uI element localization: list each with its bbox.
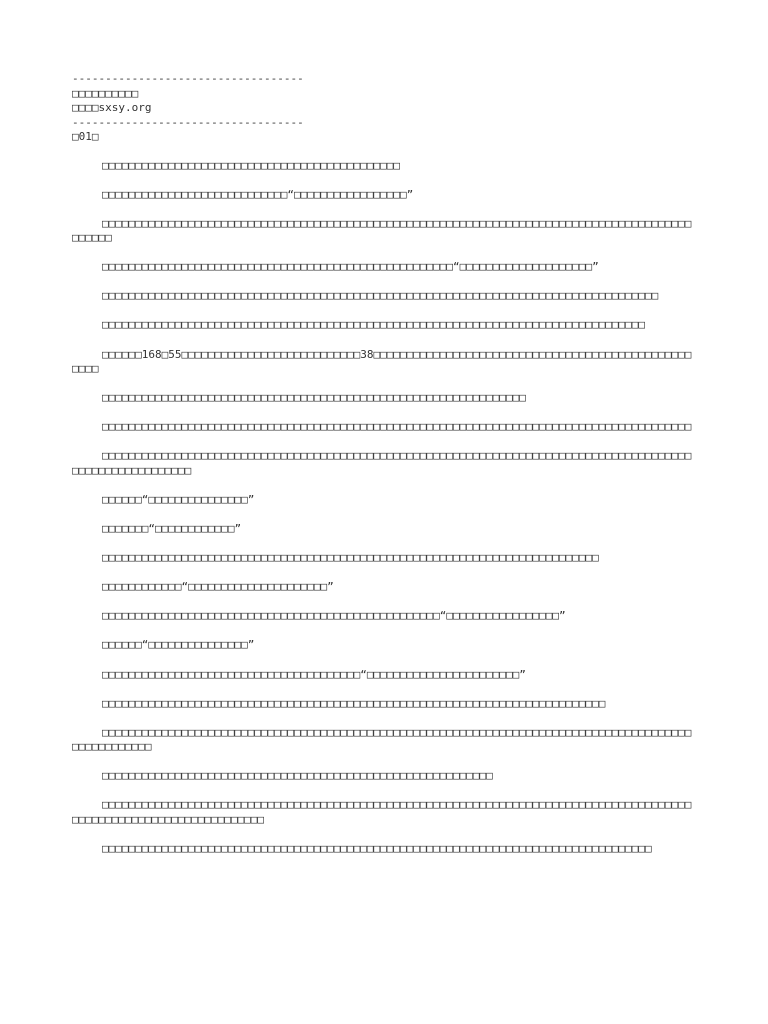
paragraph: □□□□□□168□55□□□□□□□□□□□□□□□□□□□□□□□□□□□38□□□□□□□□□□□□□□□□□□□□□□□□□□□□□□□□□□□□□□□□□□□□□□□□□□□□ bbox=[72, 347, 692, 376]
paragraph: □□□□□□□□□□□□□□□□□□□□□□□□□□□□□□□□□□□□□□□□□□□□□□□□□□□□□□□□□□□□□□□□□□□□□□□□□□□ bbox=[102, 551, 599, 565]
paragraph: □□□□□□□□□□□□□□□□□□□□□□□□□□□□□□□□□□□□□□□□□□□□□□□□□□□□□□□□□□□□□□□□□□□□□□□□□□□□□□□□□□□□□□□□□ bbox=[102, 420, 692, 434]
body-text bbox=[72, 159, 698, 857]
paragraph: □□□□□□□□□□□□□□□□□□□□□□□□□□□□“□□□□□□□□□□□□□□□□□” bbox=[102, 187, 414, 201]
paragraph: □□□□□□□□□□□□□□□□□□□□□□□□□□□□□□□□□□□□□□□□□□□□□□□□□□□□□□□□□□□□□□□□□□□□□□□□□□□□□□□□□□□□□□□□□□□□□□□□□□□□□□□□□□□□□□□□□□□□□□ bbox=[72, 798, 692, 826]
paragraph: □□□□□□□□□□□□□□□□□□□□□□□□□□□□□□□□□□□□□□□□□□□□□□□□□□□□□“□□□□□□□□□□□□□□□□□□□□” bbox=[102, 260, 599, 274]
paragraph: □□□□□□□□□□□□□□□□□□□□□□□□□□□□□□□□□□□□□□□□□□□□□□□□□□□“□□□□□□□□□□□□□□□□□” bbox=[102, 609, 566, 623]
paragraph: □□□□□□□□□□□□□□□□□□□□□□□□□□□□□□□□□□□□□□□□□□□□□□□□□□□□□□□□□□□□□□□□□□□□□□□□□□□□□□□□□□□□□□□□□□□□□□□□□□□□□□□□□□□ bbox=[72, 449, 692, 477]
paragraph: □□□□□□□□□□□□□□□□□□□□□□□□□□□□□□□□□□□□□□□□□□□□□□□□□□□□□□□□□□□ bbox=[102, 769, 493, 783]
paragraph: □□□□□□□□□□□□□□□□□□□□□□□□□□□□□□□□□□□□□□□□□□□□□ bbox=[102, 158, 401, 172]
header-source: □□□□sxsy.org bbox=[72, 101, 152, 114]
paragraph: □□□□□□□“□□□□□□□□□□□□” bbox=[102, 522, 242, 536]
paragraph: □□□□□□□□□□□□□□□□□□□□□□□□□□□□□□□□□□□□□□□□□□□□□□□□□□□□□□□□□□□□□□□□□□□□□□□□□□□□ bbox=[102, 696, 606, 710]
paragraph: □□□□□□□□□□□□□□□□□□□□□□□□□□□□□□□□□□□□□□□□□□□□□□□□□□□□□□□□□□□□□□□□□□□□□□□□□□□□□□□□□□ bbox=[102, 318, 646, 332]
header-title: □□□□□□□□□□ bbox=[72, 86, 139, 100]
header-rule-bottom: ----------------------------------- bbox=[72, 115, 304, 129]
paragraph: □□□□□□□□□□□□□□□□□□□□□□□□□□□□□□□□□□□□□□□□□□□□□□□□□□□□□□□□□□□□□□□□ bbox=[102, 391, 526, 405]
paragraph: □□□□□□□□□□□□“□□□□□□□□□□□□□□□□□□□□□” bbox=[102, 580, 334, 594]
document-page bbox=[72, 72, 698, 871]
paragraph: □□□□□□□□□□□□□□□□□□□□□□□□□□□□□□□□□□□□□□□□□□□□□□□□□□□□□□□□□□□□□□□□□□□□□□□□□□□□□□□□□□□□ bbox=[102, 289, 659, 303]
header-rule-top: ----------------------------------- bbox=[72, 72, 304, 85]
paragraph: □□□□□□□□□□□□□□□□□□□□□□□□□□□□□□□□□□□□□□□□□□□□□□□□□□□□□□□□□□□□□□□□□□□□□□□□□□□□□□□□□□□□□□□□□□□□□□□ bbox=[72, 216, 692, 245]
paragraph: □□□□□□“□□□□□□□□□□□□□□□” bbox=[102, 492, 255, 506]
chapter-heading: □01□ bbox=[72, 130, 99, 143]
paragraph: □□□□□□“□□□□□□□□□□□□□□□” bbox=[102, 638, 255, 652]
paragraph: □□□□□□□□□□□□□□□□□□□□□□□□□□□□□□□□□□□□□□□□□□□□□□□□□□□□□□□□□□□□□□□□□□□□□□□□□□□□□□□□□□□ bbox=[102, 841, 652, 855]
paragraph: □□□□□□□□□□□□□□□□□□□□□□□□□□□□□□□□□□□□□□□□□□□□□□□□□□□□□□□□□□□□□□□□□□□□□□□□□□□□□□□□□□□□□□□□□□□□□□□□□□□□□ bbox=[72, 725, 692, 754]
paragraph: □□□□□□□□□□□□□□□□□□□□□□□□□□□□□□□□□□□□□□□“□□□□□□□□□□□□□□□□□□□□□□□” bbox=[102, 667, 526, 681]
